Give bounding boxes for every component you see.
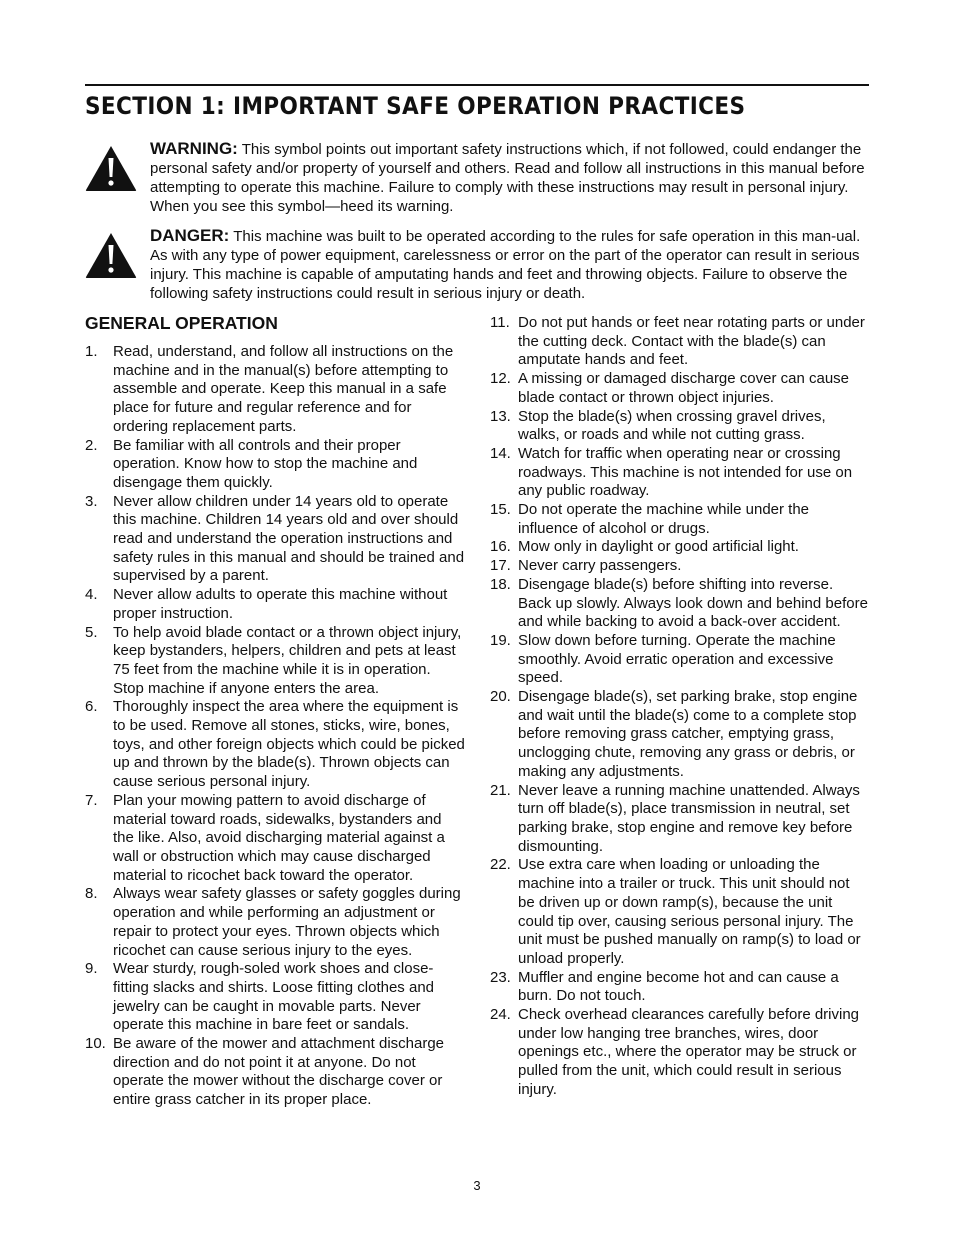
warning-label: WARNING: [150, 139, 238, 158]
exclamation-triangle-icon [85, 144, 137, 192]
item-text: Use extra care when loading or unloading the machine into a trailer or truck. This unit should not be driven up or down ramp(s), because the unit could tip over, causing serious personal injury. The unit must be pushed manually on ramp(s) to load or unload properly. [518, 856, 861, 967]
list-item [85, 1035, 465, 1110]
warning-notice [85, 139, 869, 216]
item-number: 4. [85, 586, 98, 604]
item-number: 14. [490, 444, 511, 462]
list-item [490, 557, 870, 576]
list-item [490, 782, 870, 857]
item-number: 2. [85, 436, 98, 454]
warning-paragraph [150, 139, 869, 216]
safety-list-left [85, 343, 465, 1110]
item-number: 10. [85, 1035, 106, 1053]
item-number: 13. [490, 407, 511, 425]
list-item [490, 688, 870, 782]
item-text: Slow down before turning. Operate the machine smoothly. Avoid erratic operation and excessive speed. [518, 631, 836, 687]
list-item [490, 1006, 870, 1100]
item-text: Never allow children under 14 years old to operate this machine. Children 14 years old and over should read and understand the operation instructions and safety rules in this manual and should be trained and supervised by a parent. [113, 492, 465, 585]
item-number: 6. [85, 698, 98, 716]
list-item [85, 698, 465, 792]
item-number: 18. [490, 575, 511, 593]
item-text: Never allow adults to operate this machine without proper instruction. [113, 586, 448, 622]
item-number: 24. [490, 1006, 511, 1024]
warning-text: This symbol points out important safety instructions which, if not followed, could endanger the personal safety and/or property of yourself and others. Read and follow all instructions in this manual before attempting to operate this machine. Failure to comply with these instructions may result in personal injury. When you see this symbol—heed its warning. [150, 141, 865, 215]
item-number: 11. [490, 314, 510, 331]
list-item [490, 501, 870, 538]
item-text: Read, understand, and follow all instructions on the machine and in the manual(s) before attempting to assemble and operate. Keep this manual in a safe place for future and regular reference and for ordering replacement parts. [113, 343, 454, 435]
list-item [85, 960, 465, 1035]
list-item [85, 343, 465, 437]
item-text: Check overhead clearances carefully before driving under low hanging tree branches, wires, door openings etc., where the operator may be struck or pulled from the unit, which could result in serious injury. [518, 1006, 860, 1098]
item-number: 5. [85, 623, 98, 641]
page-number: 3 [473, 1178, 481, 1193]
item-text: Disengage blade(s) before shifting into reverse. Back up slowly. Always look down and behind before and while backing to avoid a back-over accident. [518, 575, 868, 631]
danger-paragraph [150, 226, 869, 303]
item-number: 21. [490, 781, 511, 799]
item-number: 15. [490, 501, 511, 519]
list-item [85, 586, 465, 623]
item-text: Never leave a running machine unattended. Always turn off blade(s), place transmission in neutral, set parking brake, stop engine and remove key before dismounting. [518, 781, 860, 855]
item-text: To help avoid blade contact or a thrown object injury, keep bystanders, helpers, children and pets at least 75 feet from the machine while it is in operation. Stop machine if anyone enters the area. [113, 623, 462, 697]
item-text: Do not put hands or feet near rotating parts or under the cutting deck. Contact with the blade(s) can amputate hands and feet. [518, 314, 865, 369]
item-number: 3. [85, 492, 98, 510]
safety-list-right [490, 314, 870, 1100]
list-item [85, 493, 465, 587]
general-operation-heading: GENERAL OPERATION [85, 313, 278, 333]
item-number: 12. [490, 370, 511, 388]
left-column [85, 313, 465, 1110]
item-text: Do not operate the machine while under the influence of alcohol or drugs. [518, 501, 810, 537]
exclamation-triangle-icon [85, 231, 137, 279]
danger-label: DANGER: [150, 226, 230, 245]
list-item [490, 538, 870, 557]
list-item [490, 370, 870, 407]
item-number: 1. [85, 343, 98, 360]
danger-text: This machine was built to be operated according to the rules for safe operation in this man-ual. As with any type of power equipment, carelessness or error on the part of the operator can result in serious injury. This machine is capable of amputating hands and feet and throwing objects. Failure to observe the following safety instructions could result in serious injury or death. [150, 228, 861, 302]
item-text: A missing or damaged discharge cover can cause blade contact or thrown object injuries. [518, 370, 850, 406]
list-item [490, 856, 870, 968]
section-title: SECTION 1: IMPORTANT SAFE OPERATION PRACTICES [85, 92, 746, 120]
item-text: Stop the blade(s) when crossing gravel drives, walks, or roads and while not cutting grass. [518, 407, 826, 444]
item-text: Plan your mowing pattern to avoid discharge of material toward roads, sidewalks, bystanders and the like. Also, avoid discharging material against a wall or obstruction which may cause discharged material to ricochet back toward the operator. [113, 791, 445, 884]
item-text: Thoroughly inspect the area where the equipment is to be used. Remove all stones, sticks, wire, bones, toys, and other foreign objects which could be picked up and thrown by the blade(s). Thrown objects can cause serious personal injury. [113, 698, 465, 791]
list-item [490, 632, 870, 688]
item-number: 9. [85, 960, 98, 978]
item-number: 8. [85, 885, 98, 903]
list-item [490, 314, 870, 370]
right-column [490, 314, 870, 1100]
item-text: Muffler and engine become hot and can cause a burn. Do not touch. [518, 968, 839, 1005]
list-item [490, 969, 870, 1006]
item-number: 20. [490, 688, 511, 706]
item-text: Never carry passengers. [518, 557, 682, 575]
item-number: 23. [490, 968, 511, 986]
item-text: Mow only in daylight or good artificial light. [518, 538, 799, 556]
list-item [490, 408, 870, 445]
list-item [85, 885, 465, 960]
top-rule [85, 84, 869, 86]
item-number: 22. [490, 856, 511, 874]
item-text: Wear sturdy, rough-soled work shoes and close-fitting slacks and shirts. Loose fitting clothes and jewelry can be caught in movable parts. Never operate this machine in bare feet or sandals. [113, 960, 435, 1034]
item-number: 19. [490, 631, 511, 649]
list-item [85, 792, 465, 886]
item-text: Be familiar with all controls and their proper operation. Know how to stop the machine and disengage them quickly. [113, 436, 418, 491]
item-text: Always wear safety glasses or safety goggles during operation and while performing an adjustment or repair to protect your eyes. Thrown objects which ricochet can cause serious injury to the eyes. [113, 885, 461, 959]
danger-notice [85, 226, 869, 303]
list-item [490, 445, 870, 501]
list-item [85, 437, 465, 493]
item-text: Be aware of the mower and attachment discharge direction and do not point it at anyone. Do not operate the mower without the discharge cover or entire grass catcher in its proper place. [113, 1035, 445, 1109]
item-number: 7. [85, 791, 98, 809]
list-item [85, 624, 465, 699]
item-number: 17. [490, 557, 511, 575]
item-number: 16. [490, 538, 511, 556]
list-item [490, 576, 870, 632]
item-text: Watch for traffic when operating near or crossing roadways. This machine is not intended for use on any public roadway. [518, 444, 853, 500]
item-text: Disengage blade(s), set parking brake, stop engine and wait until the blade(s) come to a complete stop before removing grass catcher, emptying grass, unclogging chute, removing any grass or debris, or making any adjustments. [518, 688, 858, 780]
